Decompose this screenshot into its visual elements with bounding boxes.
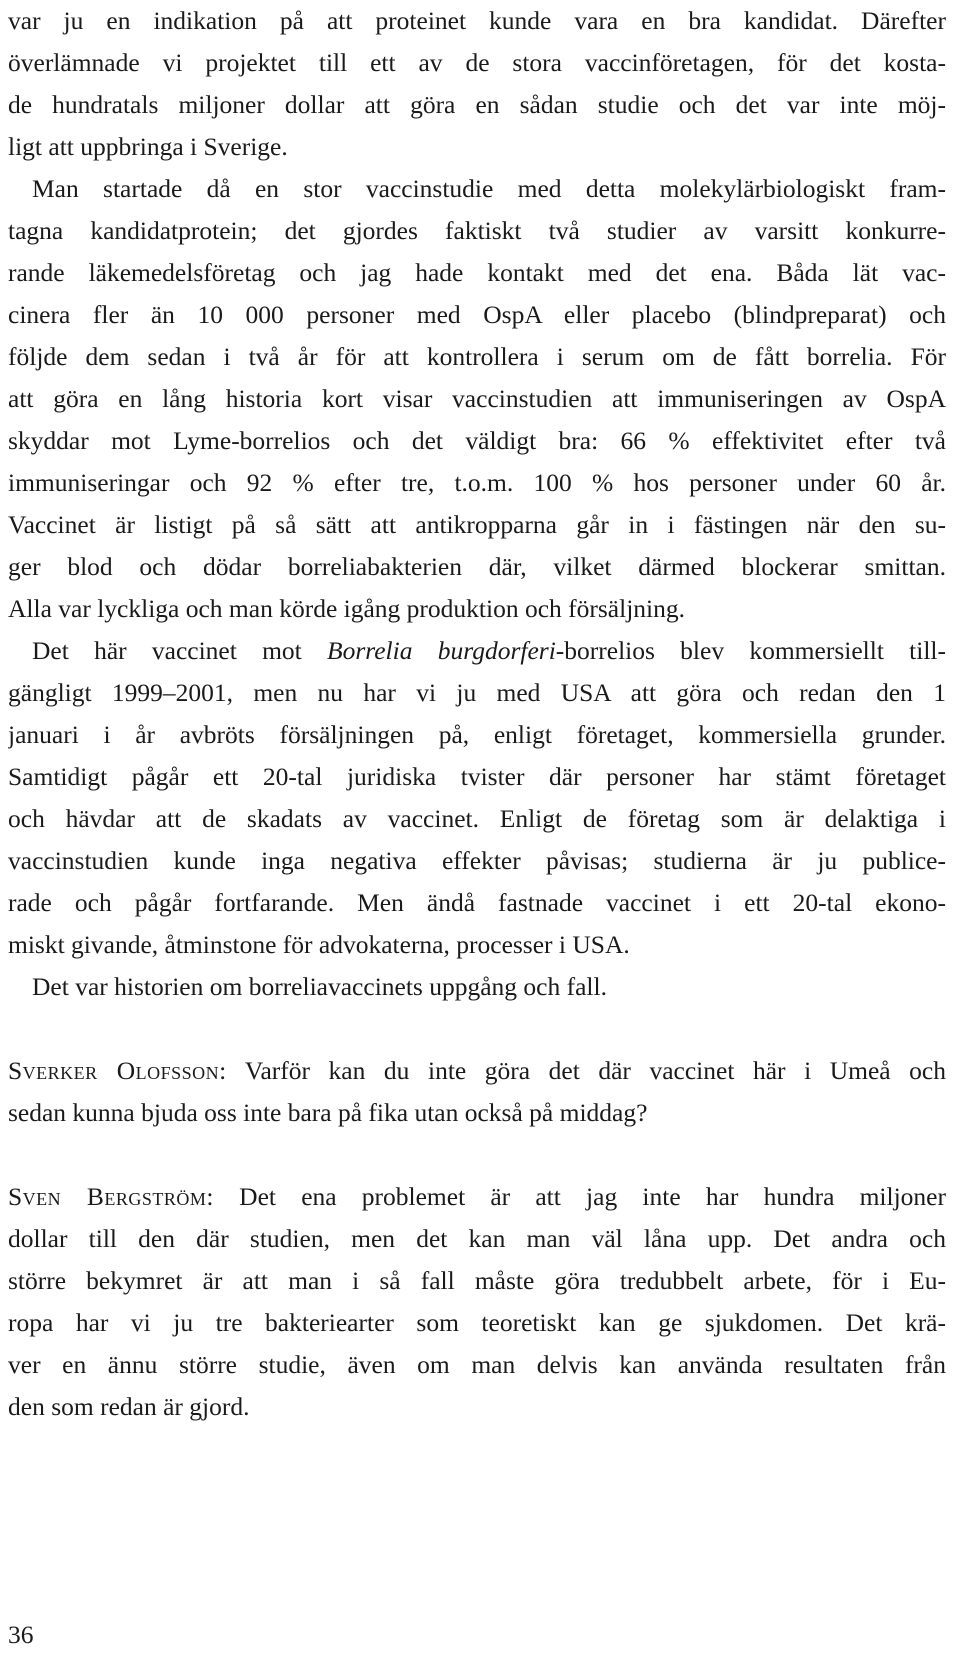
text-line bbox=[8, 630, 946, 672]
text-line: gängligt 1999–2001, men nu har vi ju med USA att göra och redan den 1 bbox=[8, 678, 946, 707]
text-line: den som redan är gjord. bbox=[8, 1392, 250, 1421]
text-line: cinera fler än 10 000 personer med OspA eller placebo (blindpreparat) och bbox=[8, 300, 946, 329]
text-line: skyddar mot Lyme-borrelios och det väldigt bra: 66 % effektivitet efter två bbox=[8, 426, 946, 455]
text-line: sedan kunna bjuda oss inte bara på fika utan också på middag? bbox=[8, 1098, 648, 1127]
speaker-name: Sverker Olofsson: bbox=[8, 1056, 227, 1085]
text-line: tagna kandidatprotein; det gjordes faktiskt två studier av varsitt konkurre- bbox=[8, 216, 946, 245]
text-line: de hundratals miljoner dollar att göra en sådan studie och det var inte möj- bbox=[8, 90, 946, 119]
text-line: överlämnade vi projektet till ett av de stora vaccinföretagen, för det kosta- bbox=[8, 48, 946, 77]
text-run: Det ena problemet är att jag inte har hundra miljoner bbox=[213, 1182, 946, 1211]
text-line: Vaccinet är listigt på så sätt att antikropparna går in i fästingen när den su- bbox=[8, 510, 946, 539]
page-number: 36 bbox=[8, 1620, 34, 1649]
text-line: Man startade då en stor vaccinstudie med detta molekylärbiologiskt fram- bbox=[32, 174, 946, 203]
text-line: dollar till den där studien, men det kan man väl låna upp. Det andra och bbox=[8, 1224, 946, 1253]
paragraph-3 bbox=[8, 630, 946, 966]
text-line: rande läkemedelsföretag och jag hade kontakt med det ena. Båda lät vac- bbox=[8, 258, 946, 287]
text-line: januari i år avbröts försäljningen på, enligt företaget, kommersiella grunder. bbox=[8, 720, 946, 749]
text-line: rade och pågår fortfarande. Men ändå fastnade vaccinet i ett 20-tal ekono- bbox=[8, 888, 946, 917]
text-line: Alla var lyckliga och man körde igång produktion och försäljning. bbox=[8, 594, 685, 623]
paragraph-1 bbox=[8, 0, 946, 168]
text-line: immuniseringar och 92 % efter tre, t.o.m. 100 % hos personer under 60 år. bbox=[8, 468, 946, 497]
text-line: miskt givande, åtminstone för advokaterna, processer i USA. bbox=[8, 930, 630, 959]
text-line: ligt att uppbringa i Sverige. bbox=[8, 132, 288, 161]
text-run: Varför kan du inte göra det där vaccinet här i Umeå och bbox=[226, 1056, 946, 1085]
text-line: ger blod och dödar borreliabakterien där, vilket därmed blockerar smittan. bbox=[8, 552, 946, 581]
text-line: ver en ännu större studie, även om man delvis kan använda resultaten från bbox=[8, 1350, 946, 1379]
text-line: att göra en lång historia kort visar vaccinstudien att immuniseringen av OspA bbox=[8, 384, 946, 413]
text-line: och hävdar att de skadats av vaccinet. Enligt de företag som är delaktiga i bbox=[8, 804, 946, 833]
text-run: Det här vaccinet mot bbox=[32, 636, 328, 665]
page-body bbox=[8, 0, 946, 1428]
text-line bbox=[8, 1176, 946, 1218]
text-line: Det var historien om borreliavaccinets uppgång och fall. bbox=[32, 972, 607, 1001]
paragraph-4 bbox=[8, 966, 946, 1008]
dialogue-entry-1 bbox=[8, 1050, 946, 1134]
species-name: Borrelia burgdorferi bbox=[327, 636, 556, 665]
paragraph-2 bbox=[8, 168, 946, 630]
text-line: följde dem sedan i två år för att kontrollera i serum om de fått borrelia. För bbox=[8, 342, 946, 371]
text-line: Samtidigt pågår ett 20-tal juridiska tvister där personer har stämt företaget bbox=[8, 762, 946, 791]
blank-line bbox=[8, 1008, 946, 1050]
text-line: ropa har vi ju tre bakteriearter som teoretiskt kan ge sjukdomen. Det krä- bbox=[8, 1308, 946, 1337]
text-run: -borrelios blev kommersiellt till- bbox=[555, 636, 946, 665]
blank-line bbox=[8, 1134, 946, 1176]
text-line bbox=[8, 1050, 946, 1092]
text-line: större bekymret är att man i så fall måste göra tredubbelt arbete, för i Eu- bbox=[8, 1266, 946, 1295]
dialogue-entry-2 bbox=[8, 1176, 946, 1428]
text-line: vaccinstudien kunde inga negativa effekter påvisas; studierna är ju publice- bbox=[8, 846, 946, 875]
speaker-name: Sven Bergström: bbox=[8, 1182, 214, 1211]
text-line: var ju en indikation på att proteinet kunde vara en bra kandidat. Därefter bbox=[8, 6, 946, 35]
